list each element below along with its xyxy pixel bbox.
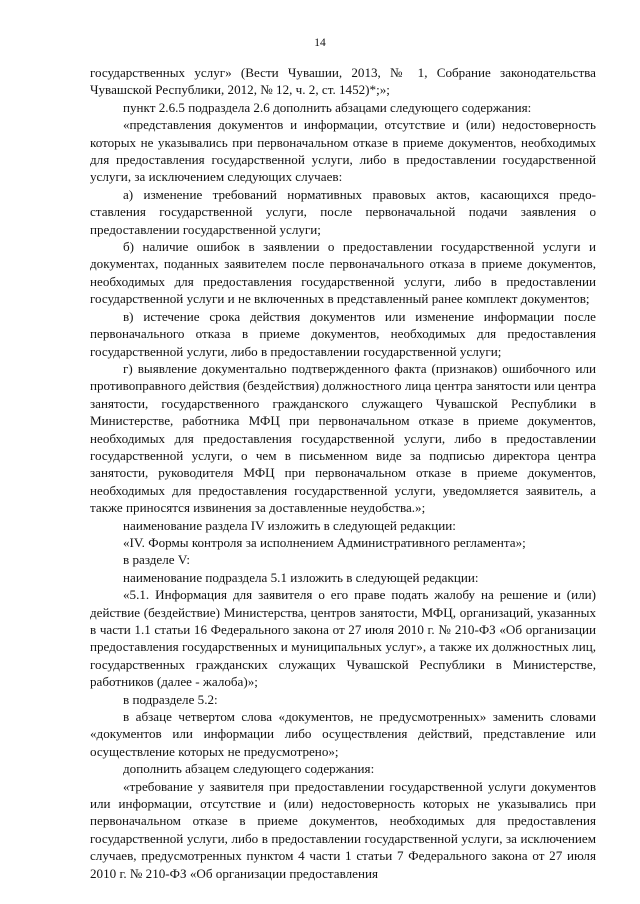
paragraph-6: в) истечение срока действия документов или изменение информации после первоначального отказа в приеме документов, необходимых для предоставления государственной услуги, либо в предоставлении государственной услуги; [90, 308, 596, 359]
paragraph-4: а) изменение требований нормативных правовых актов, касающихся предоставления государственной услуги, после первоначальной подачи заявления о предоставлении государственной услуги; [90, 186, 596, 237]
paragraph-14: в абзаце четвертом слова «документов, не предусмотренных» заменить словами «документов или информации либо осуществления действий, представление или осуществление которых не предусмотрено»; [90, 709, 596, 759]
paragraph-8: наименование раздела IV изложить в следующей редакции: [123, 517, 456, 533]
paragraph-9: «IV. Формы контроля за исполнением Административного регламента»; [123, 534, 526, 550]
paragraph-2: пункт 2.6.5 подраздела 2.6 дополнить абзацами следующего содержания: [123, 99, 532, 115]
page-number: 14 [314, 37, 326, 49]
paragraph-7: г) выявление документально подтвержденного факта (признаков) ошибочного или противоправного действия (бездействия) должностного лица центра занятости или центра занятости, государственного гражданского служащего Чувашской Республики в Министерстве, работника МФЦ при первоначальном отказе в приеме документов, необходимых для предоставления государственной услуги, либо в предоставлении государственной услуги, о чем в письменном виде за подписью директора центра занятости, руководителя МФЦ при первоначальном отказе в приеме документов, необходимых для предоставления государственной услуги, уведомляется заявитель, а также приносятся извинения за доставленные неудобства.»; [90, 360, 596, 516]
paragraph-10: в разделе V: [123, 552, 190, 568]
paragraph-5: б) наличие ошибок в заявлении о предоставлении государственной услуги и документах, поданных заявителем после первоначального отказа в приеме документов, необходимых для предоставления государственной услуги, либо в предоставлении государственной услуги и не включенных в представленный ранее комплект документов; [90, 239, 596, 307]
paragraph-11: наименование подраздела 5.1 изложить в следующей редакции: [123, 569, 479, 585]
paragraph-15: дополнить абзацем следующего содержания: [123, 761, 375, 777]
paragraph-13: в подразделе 5.2: [123, 691, 218, 707]
paragraph-3: «представления документов и информации, отсутствие и (или) недостоверность которых не указывались при первоначальном отказе в приеме документов, необходимых для предоставления государственной услуги, либо в предоставлении государственной услуги, за исключением следующих случаев: [90, 117, 596, 185]
paragraph-12: «5.1. Информация для заявителя о его праве подать жалобу на решение и (или) действие (бездействие) Министерства, центров занятости, МФЦ, организаций, указанных в части 1.1 статьи 16 Федерального закона от 27 июля 2010 г. № 210-ФЗ «Об организации предоставления государственных и муниципальных услуг», а также их должностных лиц, государственных гражданских служащих Чувашской Республики в Министерстве, работников (далее - жалоба)»; [90, 587, 596, 690]
document-body [90, 64, 596, 882]
paragraph-16: «требование у заявителя при предоставлении государственной услуги документов или информации, отсутствие и (или) недостоверность которых не указывались при первоначальном отказе в приеме документов, необходимых для предоставления государственной услуги, либо в предоставлении государственной услуги, за исключением случаев, предусмотренных пунктом 4 части 1 статьи 7 Федерального закона от 27 июля 2010 г. № 210-ФЗ «Об организации предоставления [90, 778, 596, 881]
paragraph-1: государственных услуг» (Вести Чувашии, 2013, № 1, Собрание законодательства Чувашской Республики, 2012, № 12, ч. 2, ст. 1452)*;»; [90, 65, 596, 98]
